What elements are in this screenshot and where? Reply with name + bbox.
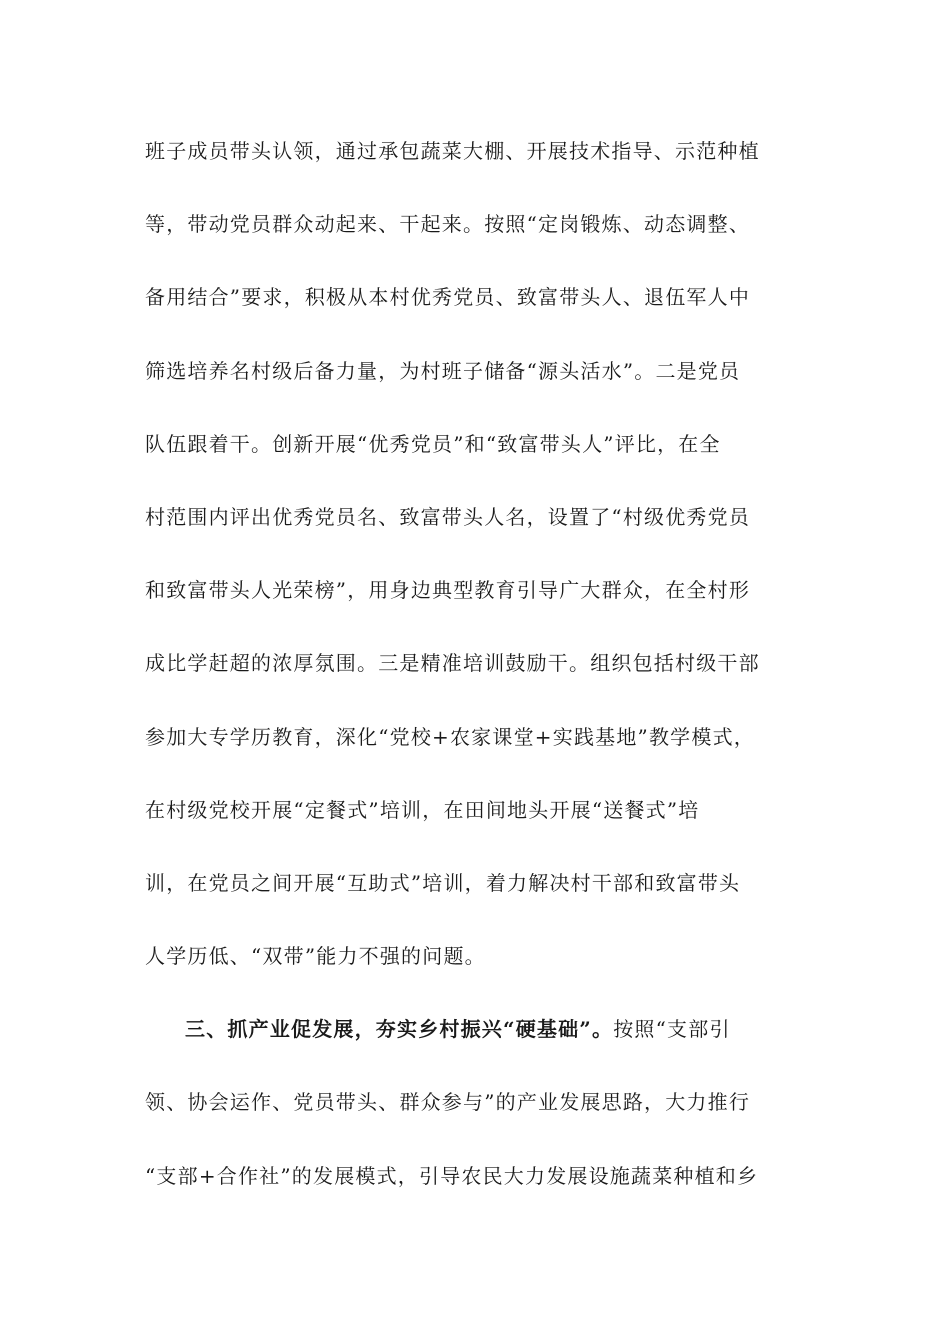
text-line: 队伍跟着干。创新开展“优秀党员”和“致富带头人”评比，在全 (145, 431, 721, 456)
text-line: 成比学赶超的浓厚氛围。三是精准培训鼓励干。组织包括村级干部 (145, 651, 760, 676)
text-line: 筛选培养名村级后备力量，为村班子储备“源头活水”。二是党员 (145, 358, 741, 383)
text-line: 等，带动党员群众动起来、干起来。按照“定岗锻炼、动态调整、 (145, 212, 751, 237)
text-line: 训，在党员之间开展“互助式”培训，着力解决村干部和致富带头 (145, 870, 741, 895)
text-line: 班子成员带头认领，通过承包蔬菜大棚、开展技术指导、示范种植 (145, 139, 760, 163)
text-line: 人学历低、“双带”能力不强的问题。 (145, 944, 486, 969)
text-line: “支部+合作社”的发展模式，引导农民大力发展设施蔬菜种植和乡 (145, 1163, 759, 1188)
text-line: 领、协会运作、党员带头、群众参与”的产业发展思路，大力推行 (145, 1090, 751, 1115)
text-line: 备用结合”要求，积极从本村优秀党员、致富带头人、退伍军人中 (145, 285, 751, 310)
text-line: 参加大专学历教育，深化“党校+农家课堂+实践基地”教学模式， (145, 724, 755, 749)
body-text (145, 128, 795, 1226)
section-heading: 三、抓产业促发展，夯实乡村振兴“硬基础”。 (185, 1017, 614, 1042)
text-line: 村范围内评出优秀党员名、致富带头人名，设置了“村级优秀党员 (145, 504, 751, 529)
section-first-line-text: 按照“支部引 (613, 1017, 731, 1042)
text-line: 和致富带头人光荣榜”，用身边典型教育引导广大群众，在全村形 (145, 578, 751, 603)
text-line: 在村级党校开展“定餐式”培训，在田间地头开展“送餐式”培 (145, 797, 700, 822)
section-heading-line (145, 1006, 795, 1079)
